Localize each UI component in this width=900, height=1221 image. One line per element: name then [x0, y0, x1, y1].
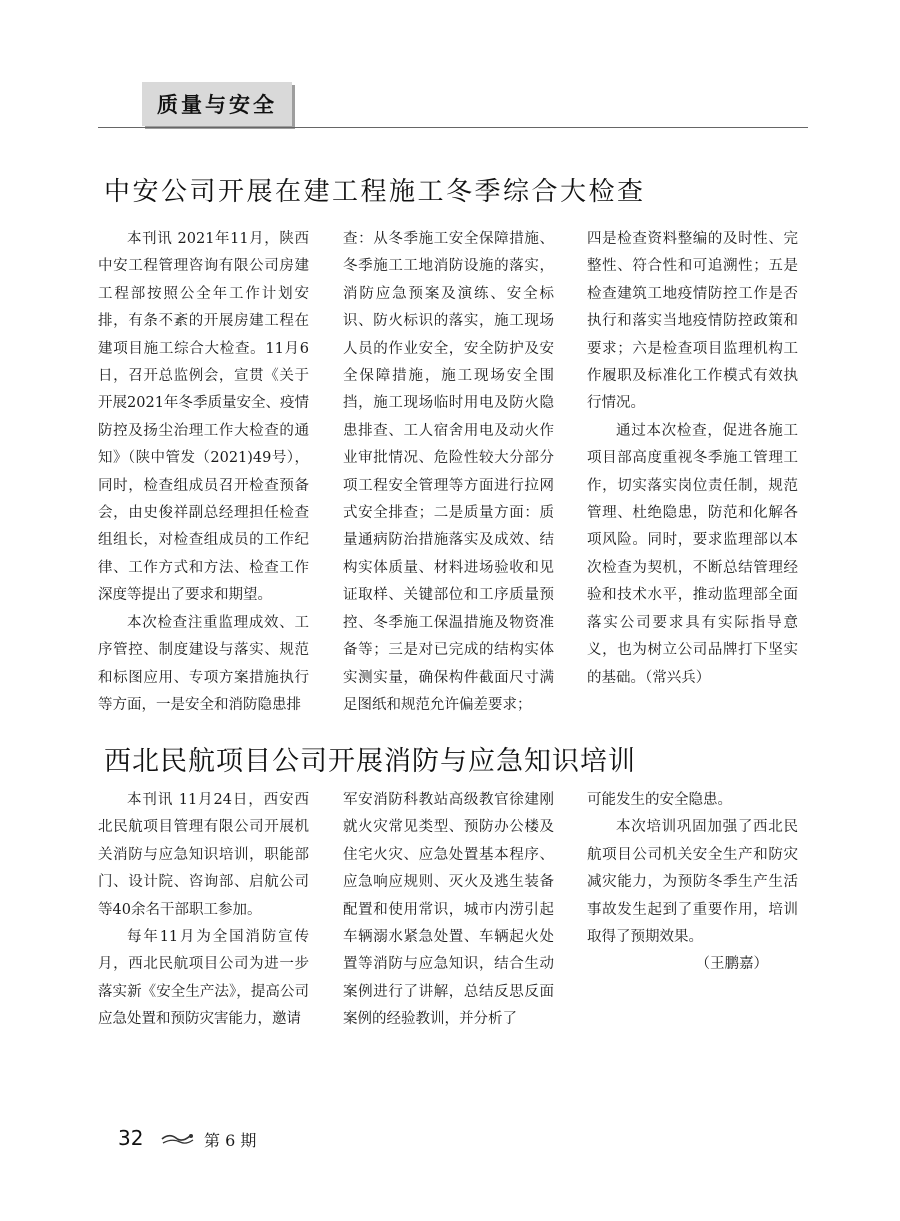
page-number: 32	[118, 1126, 144, 1150]
article1-paragraph: 本刊讯 2021年11月，陕西中安工程管理咨询有限公司房建工程部按照公全年工作计划安排，有条不紊的开展房建工程在建项目施工综合大检查。11月6日，召开总监例会，宣贯《关于开展2021年冬季质量安全、疫情防控及扬尘治理工作大检查的通知》（陕中管发（2021)49号），同时，检查组成员召开检查预备会，由史俊祥副总经理担任检查组组长，对检查组成员的工作纪律、工作方式和方法、检查工作深度等提出了要求和期望。	[98, 231, 309, 604]
article2-column-1	[98, 787, 309, 1034]
article2-paragraph: 本刊讯 11月24日，西安西北民航项目管理有限公司开展机关消防与应急知识培训，职能部门、设计院、咨询部、启航公司等40余名干部职工参加。	[98, 792, 309, 918]
article2-headline: 西北民航项目公司开展消防与应急知识培训	[104, 746, 636, 777]
article1-headline: 中安公司开展在建工程施工冬季综合大检查	[104, 177, 646, 207]
article2-paragraph: 可能发生的安全隐患。	[587, 792, 732, 808]
article2-column-3	[587, 787, 798, 979]
section-divider	[98, 127, 808, 128]
article1-paragraph: 本次检查注重监理成效、工序管控、制度建设与落实、规范和标图应用、专项方案措施执行等方面，一是安全和消防隐患排	[98, 614, 309, 713]
article2-paragraph: 军安消防科教站高级教官徐建刚就火灾常见类型、预防办公楼及住宅火灾、应急处置基本程序、应急响应规则、灭火及逃生装备配置和使用常识，城市内涝引起车辆溺水紧急处置、车辆起火处置等消防与应急知识，结合生动案例进行了讲解，总结反思反面案例的经验教训，并分析了	[343, 792, 554, 1028]
article1-paragraph: 四是检查资料整编的及时性、完整性、符合性和可追溯性；五是检查建筑工地疫情防控工作是否执行和落实当地疫情防控政策和要求；六是检查项目监理机构工作履职及标准化工作模式有效执行情况。	[587, 231, 798, 412]
article2-paragraph: 每年11月为全国消防宣传月，西北民航项目公司为进一步落实新《安全生产法》，提高公司应急处置和预防灾害能力，邀请	[98, 929, 309, 1028]
section-title: 质量与安全	[157, 93, 277, 117]
issue-number: 第 6 期	[204, 1131, 257, 1150]
article2-column-2	[343, 787, 554, 1034]
section-tab	[142, 82, 292, 126]
article2-paragraph: 本次培训巩固加强了西北民航项目公司机关安全生产和防灾减灾能力，为预防冬季生产生活事故发生起到了重要作用，培训取得了预期效果。	[587, 819, 798, 946]
journal-logo-icon	[160, 1132, 196, 1146]
article1-column-3	[587, 226, 798, 692]
article1-column-1	[98, 226, 309, 719]
article1-paragraph: 通过本次检查，促进各施工项目部高度重视冬季施工管理工作，切实落实岗位责任制，规范管理、杜绝隐患，防范和化解各项风险。同时，要求监理部以本次检查为契机，不断总结管理经验和技术水平，推动监理部全面落实公司要求具有实际指导意义，也为树立公司品牌打下坚实的基础。（常兴兵）	[587, 422, 798, 686]
article1-paragraph: 查：从冬季施工安全保障措施、冬季施工工地消防设施的落实，消防应急预案及演练、安全标识、防火标识的落实，施工现场人员的作业安全，安全防护及安全保障措施，施工现场安全围挡，施工现场临时用电及防火隐患排查、工人宿舍用电及动火作业审批情况、危险性较大分部分项工程安全管理等方面进行拉网式安全排查；二是质量方面：质量通病防治措施落实及成效、结构实体质量、材料进场验收和见证取样、关键部位和工序质量预控、冬季施工保温措施及物资准备等；三是对已完成的结构实体实测实量，确保构件截面尺寸满足图纸和规范允许偏差要求；	[343, 231, 554, 713]
article1-column-2	[343, 226, 554, 719]
article2-byline: （王鹏嘉）	[695, 956, 768, 973]
